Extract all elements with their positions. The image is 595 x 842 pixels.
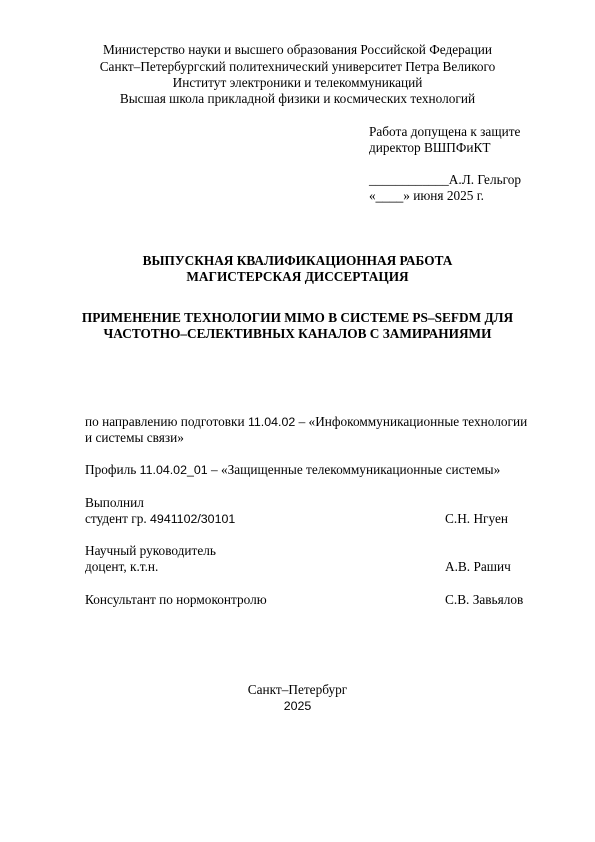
ministry-name: Министерство науки и высшего образования Российской Федерации (102, 42, 493, 57)
institute-name: Институт электроники и телекоммуникаций (172, 75, 423, 90)
approval-line-1: Работа допущена к защите (369, 124, 521, 139)
signature-blank: ____________ (369, 172, 449, 187)
consultant-label: Консультант по нормоконтролю (85, 592, 267, 607)
date-blank: ____ (375, 189, 404, 203)
supervisor-label: Научный руководитель (85, 543, 216, 558)
profile-code: 11.04.02_01 (139, 463, 208, 477)
city: Санкт–Петербург (247, 682, 348, 697)
student-name: С.Н. Нгуен (445, 511, 508, 526)
direction-text-1: – «Инфокоммуникационные технологии (295, 414, 528, 429)
school-name: Высшая школа прикладной физики и космических технологий (119, 91, 476, 106)
student-line (85, 511, 235, 527)
approval-date-line (369, 188, 484, 204)
topic-line-1: ПРИМЕНЕНИЕ ТЕХНОЛОГИИ MIMO В СИСТЕМЕ PS–SEFDM ДЛЯ (81, 310, 514, 325)
profile-line (85, 462, 500, 478)
supervisor-name: А.В. Рашич (445, 559, 511, 574)
direction-code: 11.04.02 (247, 415, 296, 429)
student-group: 4941102/30101 (150, 512, 236, 526)
profile-text: – «Защищенные телекоммуникационные системы» (207, 462, 501, 477)
date-rest: » июня 2025 г. (403, 188, 485, 203)
work-type-line-1: ВЫПУСКНАЯ КВАЛИФИКАЦИОННАЯ РАБОТА (142, 253, 453, 268)
topic-line-2: ЧАСТОТНО–СЕЛЕКТИВНЫХ КАНАЛОВ С ЗАМИРАНИЯМИ (103, 326, 492, 341)
direction-prefix: по направлению подготовки (85, 414, 248, 429)
work-type-line-2: МАГИСТЕРСКАЯ ДИССЕРТАЦИЯ (186, 269, 409, 284)
direction-line-2: и системы связи» (85, 430, 184, 445)
year: 2025 (283, 699, 312, 713)
approval-signature-line (369, 172, 521, 188)
date-open-quote: « (369, 188, 376, 203)
student-prefix: студент гр. (85, 511, 151, 526)
approval-line-2: директор ВШПФиКТ (369, 140, 491, 155)
profile-prefix: Профиль (85, 462, 140, 477)
university-name: Санкт–Петербургский политехнический университет Петра Великого (99, 59, 496, 74)
performer-label: Выполнил (85, 495, 144, 510)
supervisor-title: доцент, к.т.н. (85, 559, 159, 574)
consultant-name: С.В. Завьялов (445, 592, 524, 607)
direction-line-1 (85, 414, 527, 430)
director-name: А.Л. Гельгор (448, 172, 522, 187)
